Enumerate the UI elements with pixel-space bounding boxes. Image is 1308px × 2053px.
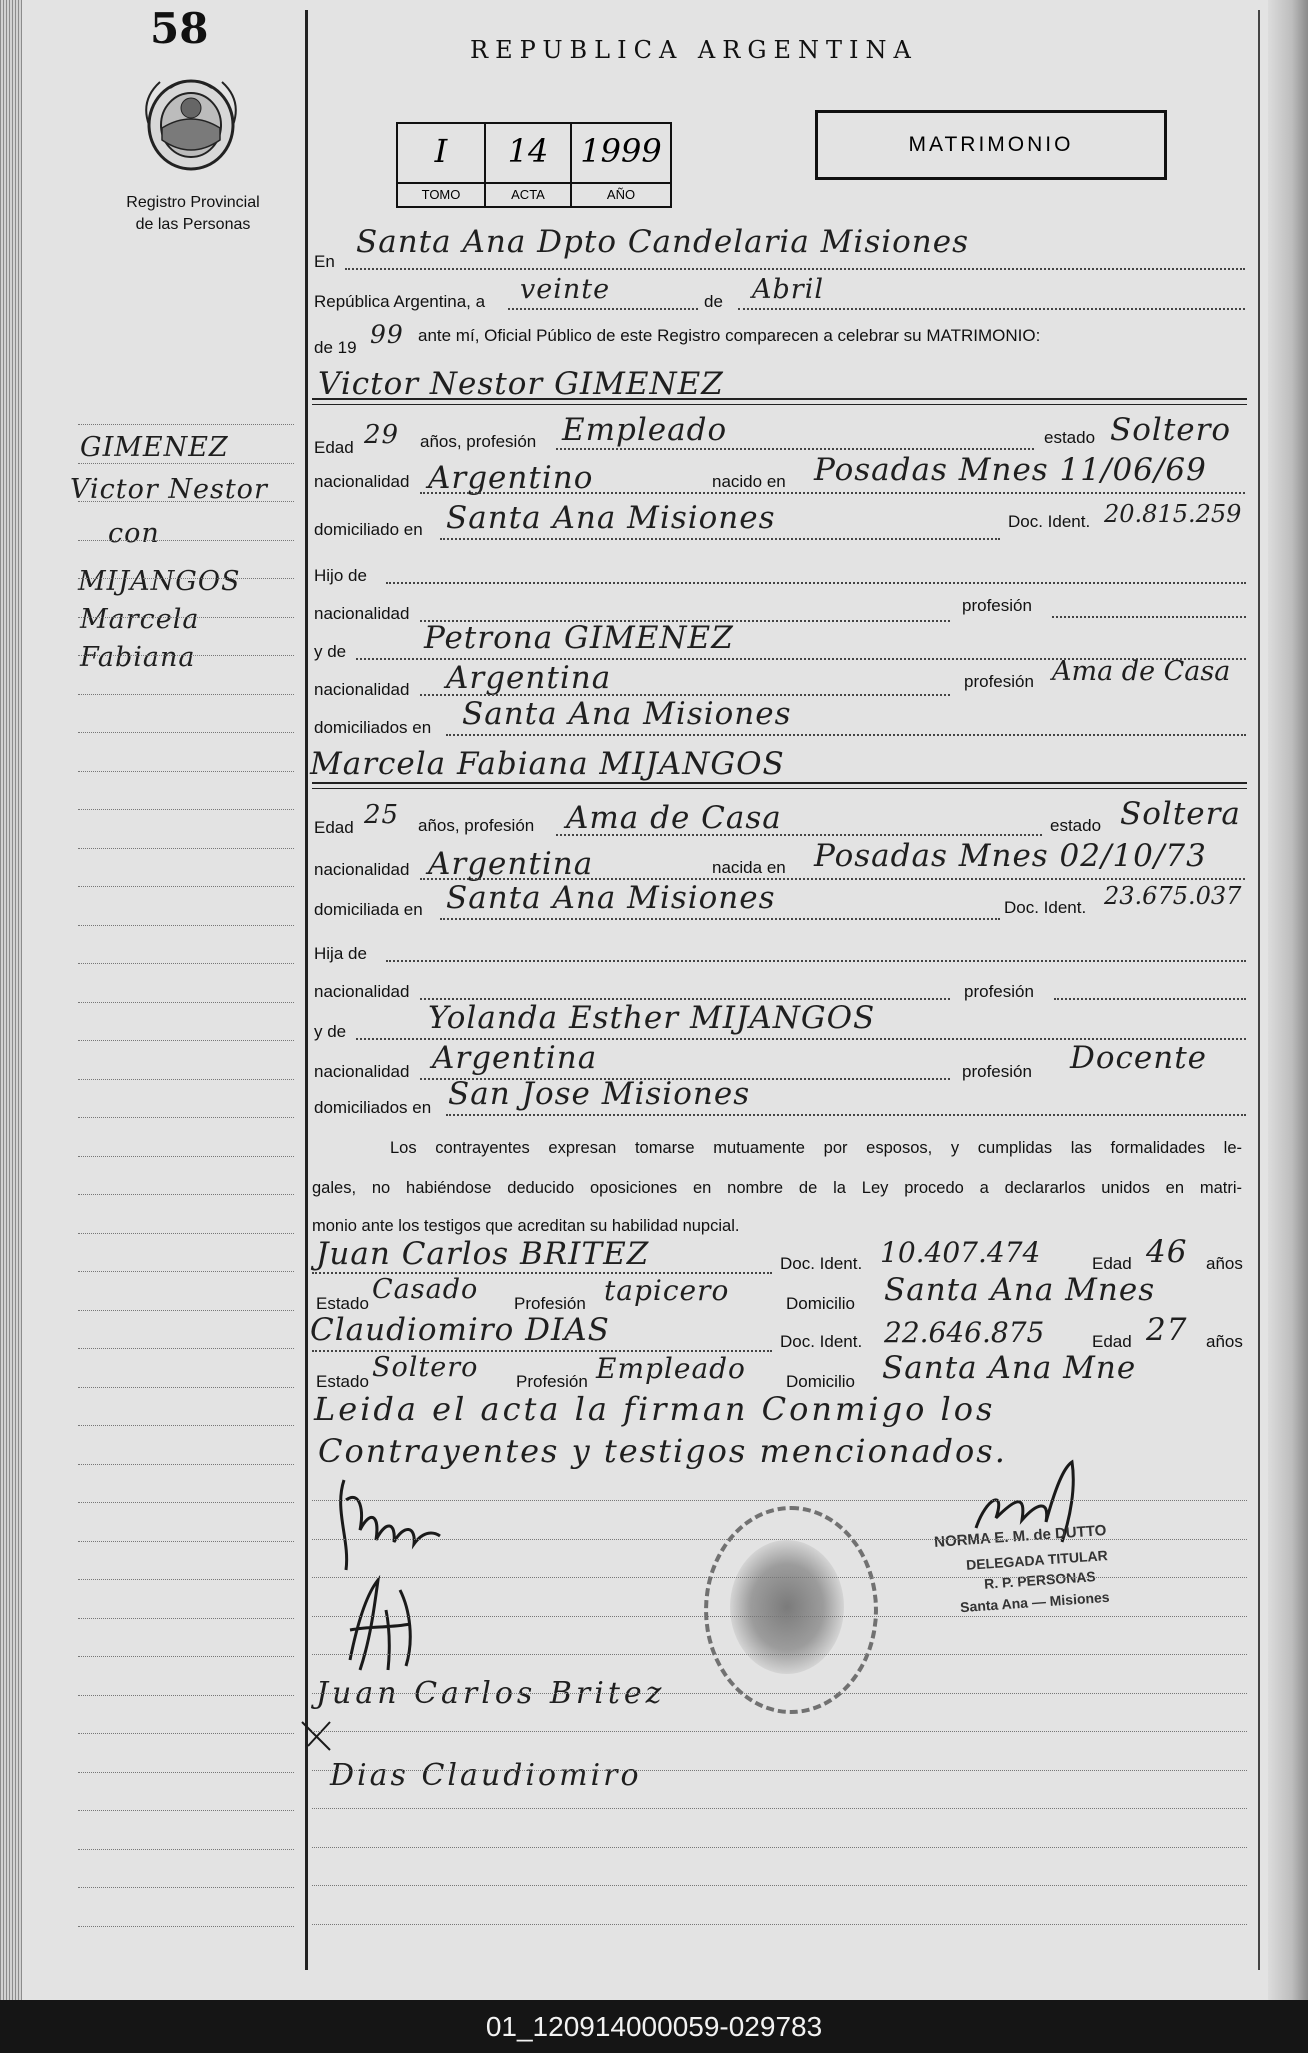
official-stamp-line-4: Santa Ana — Misiones xyxy=(959,1588,1111,1616)
margin-ruled-line xyxy=(78,1695,294,1696)
groom-mother: Petrona GIMENEZ xyxy=(424,620,734,656)
tomo-cell xyxy=(398,124,486,206)
groom-born-label: nacido en xyxy=(712,472,786,491)
republic-label: República Argentina, a xyxy=(314,292,486,311)
bride-mother: Yolanda Esther MIJANGOS xyxy=(428,1000,876,1036)
closing-line-1: Leida el acta la firman Conmigo los xyxy=(314,1390,996,1428)
margin-ruled-line xyxy=(78,1156,294,1157)
signature-cross-mark xyxy=(296,1716,336,1756)
groom-mother-label: y de xyxy=(314,642,347,661)
acta-label: ACTA xyxy=(486,182,570,206)
tomo-label: TOMO xyxy=(398,182,484,206)
margin-ruled-line xyxy=(78,1117,294,1118)
groom-parents-address: Santa Ana Misiones xyxy=(462,696,792,732)
groom-profession: Empleado xyxy=(562,412,728,448)
bride-nationality: Argentina xyxy=(428,846,594,882)
body-ruled-line xyxy=(312,1616,1247,1617)
groom-doc: 20.815.259 xyxy=(1104,500,1242,528)
margin-ruled-line xyxy=(78,848,294,849)
witness-2-doc-label: Doc. Ident. xyxy=(780,1332,863,1351)
registry-name xyxy=(98,192,288,236)
groom-parents-address-label: domiciliados en xyxy=(314,718,432,737)
groom-father-label: Hijo de xyxy=(314,566,367,585)
margin-ruled-line xyxy=(78,963,294,964)
groom-mother-nationality: Argentina xyxy=(446,660,612,696)
witness-1-years-label: años xyxy=(1206,1254,1243,1273)
en-label: En xyxy=(314,252,335,271)
bride-mother-label: y de xyxy=(314,1022,347,1041)
bride-address-line xyxy=(440,918,1000,920)
witness-2-address: Santa Ana Mne xyxy=(882,1350,1137,1386)
groom-name-underline xyxy=(312,398,1247,400)
declaration-line-2: gales, no habiéndose deducido oposiciones en nombre de la Ley procedo a declararlos unidos en matri- xyxy=(312,1179,1242,1197)
groom-father-profession-label: profesión xyxy=(962,596,1032,615)
day-value: veinte xyxy=(520,274,611,305)
groom-signature xyxy=(330,1470,450,1580)
bride-years-profession-label: años, profesión xyxy=(418,816,535,835)
margin-ruled-line xyxy=(78,1310,294,1311)
witness-1-address-label: Domicilio xyxy=(786,1294,855,1313)
witness-2-profession: Empleado xyxy=(596,1352,746,1385)
witness-1-name: Juan Carlos BRITEZ xyxy=(316,1236,650,1272)
registry-line-1: Registro Provincial xyxy=(126,194,260,211)
month-value: Abril xyxy=(752,274,824,305)
page-edge xyxy=(1268,0,1308,2000)
bride-name-underline-2 xyxy=(312,788,1247,789)
body-ruled-line xyxy=(312,1808,1247,1809)
groom-address-line xyxy=(440,538,1000,540)
groom-status: Soltero xyxy=(1110,412,1232,448)
body-ruled-line xyxy=(312,1539,1247,1540)
margin-ruled-line xyxy=(78,1887,294,1888)
bride-mother-profession-label: profesión xyxy=(962,1062,1032,1081)
margin-ruled-line xyxy=(78,1233,294,1234)
margin-divider xyxy=(305,10,308,1970)
margin-ruled-line xyxy=(78,886,294,887)
margin-note-line-2: Victor Nestor xyxy=(70,474,268,505)
witness-2-address-label: Domicilio xyxy=(786,1372,855,1391)
ano-cell xyxy=(572,124,670,206)
groom-mother-nationality-label: nacionalidad xyxy=(314,680,410,699)
bride-father-profession-line xyxy=(1054,998,1246,1000)
bride-parents-address-line xyxy=(446,1114,1246,1116)
place-line xyxy=(345,268,1245,270)
bride-father-label: Hija de xyxy=(314,944,367,963)
groom-parents-address-line xyxy=(446,734,1246,736)
groom-status-label: estado xyxy=(1044,428,1096,447)
margin-note-line-1: GIMENEZ xyxy=(80,432,229,463)
official-stamp-line-1: NORMA E. M. de DUTTO xyxy=(933,1522,1107,1551)
bride-parents-address-label: domiciliados en xyxy=(314,1098,432,1117)
right-border xyxy=(1258,10,1260,1970)
witness-1-doc: 10.407.474 xyxy=(880,1236,1041,1269)
witness-2-doc: 22.646.875 xyxy=(884,1316,1045,1349)
body-ruled-line xyxy=(312,1693,1247,1694)
margin-ruled-line xyxy=(78,1810,294,1811)
margin-ruled-line xyxy=(78,424,294,425)
margin-ruled-line xyxy=(78,1579,294,1580)
groom-doc-label: Doc. Ident. xyxy=(1008,512,1091,531)
reference-box xyxy=(396,122,672,208)
witness-1-signature: Juan Carlos Britez xyxy=(316,1676,666,1711)
witness-1-age-label: Edad xyxy=(1092,1254,1132,1273)
month-line xyxy=(738,308,1245,310)
margin-ruled-line xyxy=(78,1541,294,1542)
groom-name-underline-2 xyxy=(312,404,1247,405)
body-ruled-line xyxy=(312,1924,1247,1925)
groom-mother-profession-label: profesión xyxy=(964,672,1034,691)
declaration-line-1: Los contrayentes expresan tomarse mutuamente por esposos, y cumplidas las formalidades le- xyxy=(390,1139,1242,1157)
margin-ruled-line xyxy=(78,1040,294,1041)
margin-ruled-line xyxy=(78,1079,294,1080)
margin-note-line-3: con xyxy=(108,518,160,549)
margin-ruled-line xyxy=(78,1194,294,1195)
bride-name-underline xyxy=(312,782,1247,784)
place-value: Santa Ana Dpto Candelaria Misiones xyxy=(356,224,970,260)
bride-doc-label: Doc. Ident. xyxy=(1004,898,1087,917)
groom-address-label: domiciliado en xyxy=(314,520,423,539)
groom-father-nationality-label: nacionalidad xyxy=(314,604,410,623)
bride-mother-profession: Docente xyxy=(1070,1040,1207,1076)
bride-age-label: Edad xyxy=(314,818,354,837)
bride-status: Soltera xyxy=(1120,796,1241,832)
statement: ante mí, Oficial Público de este Registro comparecen a celebrar su MATRIMONIO: xyxy=(418,326,1041,345)
tomo-value: I xyxy=(434,132,448,170)
margin-note-line-5: Marcela xyxy=(80,604,200,635)
groom-nationality-line xyxy=(420,492,1245,494)
bride-name: Marcela Fabiana MIJANGOS xyxy=(310,746,785,782)
margin-ruled-line xyxy=(78,655,294,656)
bride-doc: 23.675.037 xyxy=(1104,882,1242,910)
margin-ruled-line xyxy=(78,1464,294,1465)
body-ruled-line xyxy=(312,1731,1247,1732)
witness-1-profession: tapicero xyxy=(604,1274,730,1307)
margin-ruled-line xyxy=(78,1387,294,1388)
witness-2-name: Claudiomiro DIAS xyxy=(310,1312,610,1348)
body-ruled-line xyxy=(312,1847,1247,1848)
ano-label: AÑO xyxy=(572,182,670,206)
official-stamp-line-2: DELEGADA TITULAR xyxy=(965,1547,1109,1573)
witness-1-profession-label: Profesión xyxy=(514,1294,586,1313)
body-ruled-line xyxy=(312,1577,1247,1578)
ano-value: 1999 xyxy=(580,132,662,170)
groom-years-profession-label: años, profesión xyxy=(420,432,537,451)
margin-ruled-line xyxy=(78,1772,294,1773)
bride-father-line xyxy=(386,960,1246,962)
declaration-line-3: monio ante los testigos que acreditan su habilidad nupcial. xyxy=(312,1217,740,1235)
groom-profession-line xyxy=(556,448,1034,450)
body-ruled-line xyxy=(312,1500,1247,1501)
bride-parents-address: San Jose Misiones xyxy=(448,1076,751,1112)
official-stamp-line-3: R. P. PERSONAS xyxy=(983,1568,1097,1592)
witness-2-age-label: Edad xyxy=(1092,1332,1132,1351)
groom-nationality-label: nacionalidad xyxy=(314,472,410,491)
closing-line-2: Contrayentes y testigos mencionados. xyxy=(318,1432,1007,1470)
body-ruled-line xyxy=(312,1770,1247,1771)
bride-status-label: estado xyxy=(1050,816,1102,835)
witness-2-years-label: años xyxy=(1206,1332,1243,1351)
witness-2-status-label: Estado xyxy=(316,1372,369,1391)
witness-1-address: Santa Ana Mnes xyxy=(884,1272,1156,1308)
margin-note-line-6: Fabiana xyxy=(80,642,196,673)
witness-1-doc-label: Doc. Ident. xyxy=(780,1254,863,1273)
margin-ruled-line xyxy=(78,578,294,579)
acta-cell xyxy=(486,124,572,206)
margin-ruled-line xyxy=(78,540,294,541)
witness-2-signature: Dias Claudiomiro xyxy=(330,1758,642,1793)
witness-2-status: Soltero xyxy=(372,1352,479,1383)
page-number: 58 xyxy=(150,4,209,53)
province-emblem-icon xyxy=(140,70,242,174)
bride-nationality-label: nacionalidad xyxy=(314,860,410,879)
margin-ruled-line xyxy=(78,925,294,926)
bride-mother-nationality: Argentina xyxy=(432,1040,598,1076)
acta-value: 14 xyxy=(507,132,549,170)
margin-ruled-line xyxy=(78,732,294,733)
bride-address: Santa Ana Misiones xyxy=(446,880,776,916)
bride-address-label: domiciliada en xyxy=(314,900,423,919)
witness-2-profession-label: Profesión xyxy=(516,1372,588,1391)
margin-ruled-line xyxy=(78,1002,294,1003)
body-ruled-line xyxy=(312,1654,1247,1655)
registry-line-2: de las Personas xyxy=(135,216,251,233)
margin-ruled-line xyxy=(78,1502,294,1503)
bride-father-nationality-label: nacionalidad xyxy=(314,982,410,1001)
day-line xyxy=(508,308,698,310)
witness-2-age: 27 xyxy=(1146,1312,1188,1348)
margin-ruled-line xyxy=(78,1733,294,1734)
de-label: de xyxy=(704,292,723,311)
bride-father-profession-label: profesión xyxy=(964,982,1034,1001)
groom-age: 29 xyxy=(364,420,400,450)
bride-birth: Posadas Mnes 02/10/73 xyxy=(814,838,1207,874)
act-type-box: MATRIMONIO xyxy=(815,110,1167,180)
groom-name: Victor Nestor GIMENEZ xyxy=(318,366,724,402)
groom-father-line xyxy=(386,582,1246,584)
year-prefix: de 19 xyxy=(314,338,357,357)
margin-ruled-line xyxy=(78,809,294,810)
margin-ruled-line xyxy=(78,1849,294,1850)
year-suffix: 99 xyxy=(370,320,404,349)
groom-birth: Posadas Mnes 11/06/69 xyxy=(814,452,1207,488)
file-identifier: 01_120914000059-029783 xyxy=(485,2011,823,2042)
groom-father-profession-line xyxy=(1052,616,1246,618)
margin-ruled-line xyxy=(78,617,294,618)
groom-mother-profession: Ama de Casa xyxy=(1052,656,1231,687)
body-ruled-line xyxy=(312,1885,1247,1886)
bride-age: 25 xyxy=(364,800,400,830)
margin-ruled-line xyxy=(78,1656,294,1657)
margin-ruled-line xyxy=(78,1271,294,1272)
country-title: REPUBLICA ARGENTINA xyxy=(470,36,918,64)
margin-ruled-line xyxy=(78,1425,294,1426)
margin-note-line-4: MIJANGOS xyxy=(78,566,241,597)
bride-mother-nationality-label: nacionalidad xyxy=(314,1062,410,1081)
groom-address: Santa Ana Misiones xyxy=(446,500,776,536)
groom-age-label: Edad xyxy=(314,438,354,457)
bride-born-label: nacida en xyxy=(712,858,786,877)
bride-signature xyxy=(330,1570,450,1680)
witness-1-age: 46 xyxy=(1146,1234,1188,1270)
margin-ruled-line xyxy=(78,694,294,695)
witness-1-status: Casado xyxy=(372,1274,479,1305)
margin-ruled-line xyxy=(78,463,294,464)
margin-ruled-line xyxy=(78,1348,294,1349)
bride-profession-line xyxy=(556,834,1042,836)
margin-ruled-line xyxy=(78,1926,294,1927)
margin-ruled-line xyxy=(78,771,294,772)
margin-ruled-line xyxy=(78,501,294,502)
margin-ruled-line xyxy=(78,1618,294,1619)
book-binding xyxy=(0,0,22,2000)
bride-profession: Ama de Casa xyxy=(566,800,782,836)
groom-nationality: Argentino xyxy=(428,460,594,496)
witness-1-status-label: Estado xyxy=(316,1294,369,1313)
